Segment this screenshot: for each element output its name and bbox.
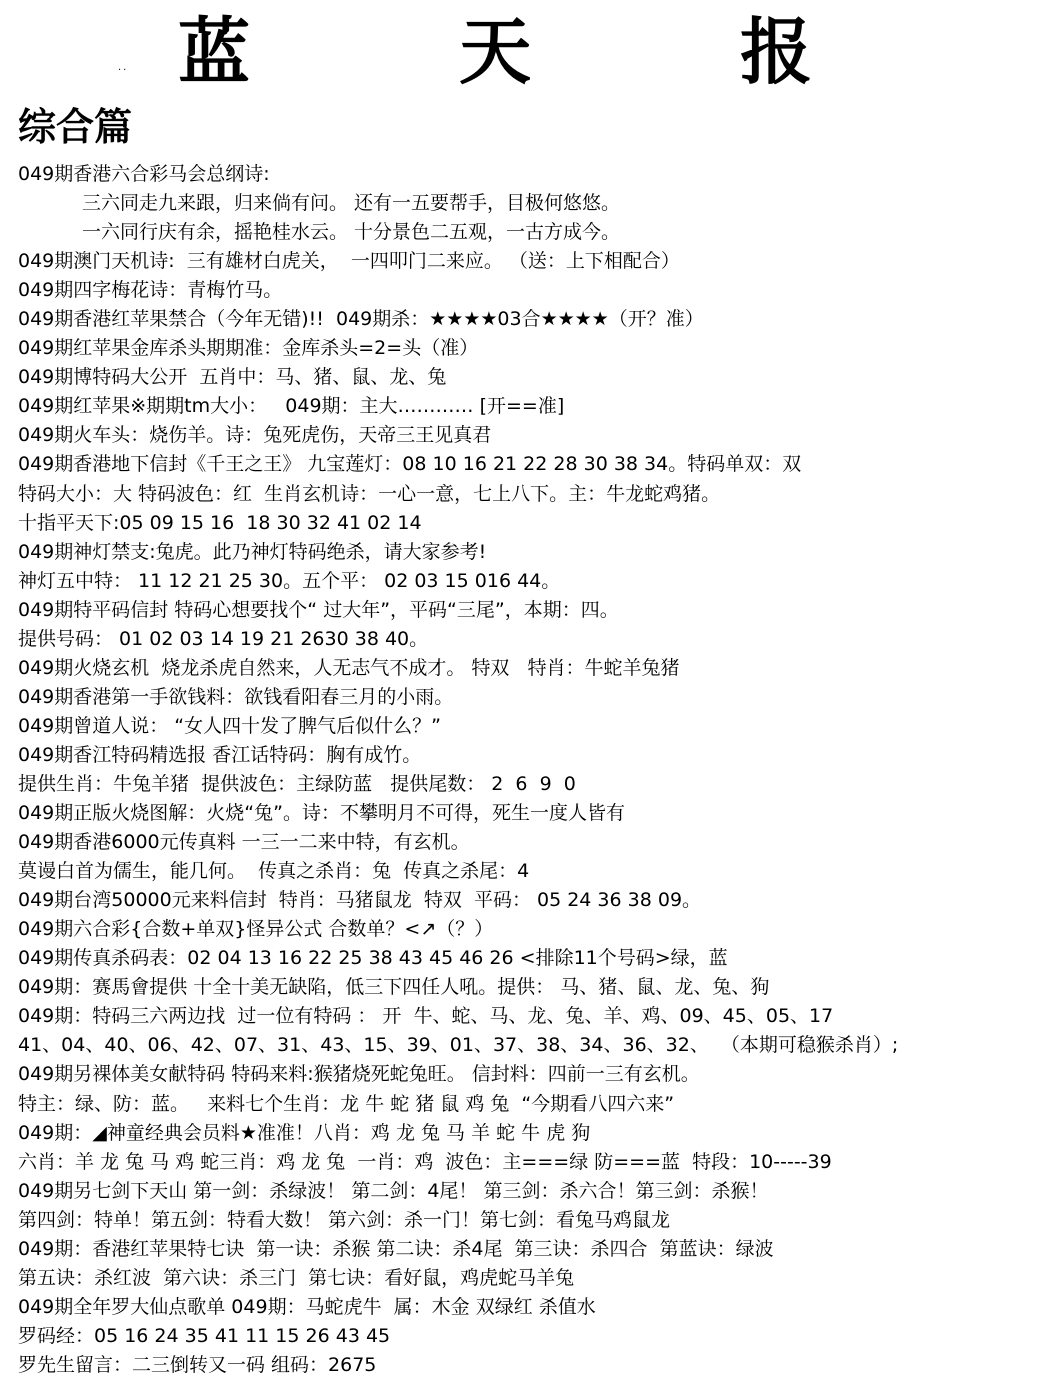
text-line: 049期神灯禁支:兔虎。此乃神灯特码绝杀，请大家参考! [18,540,487,563]
text-line: 一六同行庆有余，摇艳桂水云。 十分景色二五观，一古方成今。 [82,221,621,244]
text-line: 第五诀：杀红波 第六诀：杀三门 第七诀：看好鼠，鸡虎蛇马羊兔 [18,1266,575,1289]
text-line: 049期香港红苹果禁合（今年无错)!! 049期杀：★★★★03合★★★★（开？准） [18,308,704,331]
article-body [18,160,1028,1380]
text-line: 049期另七剑下天山 第一剑：杀绿波！ 第二剑：4尾！ 第三剑：杀六合！第三剑：杀猴！ [18,1179,769,1202]
text-line: 049期全年罗大仙点歌单 049期：马蛇虎牛 属：木金 双绿红 杀值水 [18,1295,596,1318]
text-line: 049期特平码信封 特码心想要找个“ 过大年”，平码“三尾”，本期：四。 [18,598,619,621]
text-line: 049期：赛馬會提供 十全十美无缺陷，低三下四任人吼。提供： 马、猪、鼠、龙、兔、狗 [18,976,770,999]
text-line: 049期香港地下信封《千王之王》 九宝莲灯：08 10 16 21 22 28 30 38 34。特码单双：双 [18,453,802,476]
text-line: 049期：特码三六两边找 过一位有特码 ： 开 牛、蛇、马、龙、兔、羊、鸡、09、45、05、17 [18,1005,834,1028]
text-line: 049期台湾50000元来料信封 特肖：马猪鼠龙 特双 平码： 05 24 36 38 09。 [18,889,702,912]
text-line: 049期香江特码精选报 香江话特码：胸有成竹。 [18,743,422,766]
text-line: 049期四字梅花诗：青梅竹马。 [18,279,283,302]
text-line: 049期香港6000元传真料 一三一二来中特，有玄机。 [18,831,470,854]
text-line: 049期博特码大公开 五肖中：马、猪、鼠、龙、兔 [18,366,447,389]
text-line: 第四剑：特单！第五剑：特看大数！ 第六剑：杀一门！第七剑：看兔马鸡鼠龙 [18,1208,671,1231]
text-line: 049期红苹果金库杀头期期准：金库杀头=2=头（准） [18,337,479,360]
text-line: 六肖：羊 龙 兔 马 鸡 蛇三肖：鸡 龙 兔 一肖：鸡 波色：主===绿 防===蓝 特段：10-----39 [18,1150,832,1173]
text-line: 提供生肖：牛兔羊猪 提供波色：主绿防蓝 提供尾数： 2 6 9 0 [18,772,576,795]
text-line: 罗码经：05 16 24 35 41 11 15 26 43 45 [18,1324,391,1347]
text-line: 049期火烧玄机 烧龙杀虎自然来，人无志气不成才。 特双 特肖：牛蛇羊兔猪 [18,656,680,679]
section-title: 综合篇 [18,104,133,149]
text-line: 049期：香港红苹果特七诀 第一诀：杀猴 第二诀：杀4尾 第三诀：杀四合 第蓝诀：绿波 [18,1237,774,1260]
text-line: 049期红苹果※期期tm大小： 049期：主大………… [开==准] [18,395,565,418]
text-line: 十指平天下:05 09 15 16 18 30 32 41 02 14 [18,511,422,534]
text-line: 049期火车头：烧伤羊。诗：兔死虎伤，天帝三王见真君 [18,424,492,447]
text-line: 049期正版火烧图解：火烧“兔”。诗：不攀明月不可得，死生一度人皆有 [18,802,625,825]
text-line: 提供号码： 01 02 03 14 19 21 2630 38 40。 [18,627,429,650]
text-line: 41、04、40、06、42、07、31、43、15、39、01、37、38、34、36、32、 （本期可稳猴杀肖）; [18,1034,899,1057]
decorative-dots: .. [118,62,129,73]
text-line: 特码大小：大 特码波色：红 生肖玄机诗：一心一意，七上八下。主：牛龙蛇鸡猪。 [18,482,721,505]
masthead-title: 蓝 天 报 [178,9,905,94]
text-line: 049期香港六合彩马会总纲诗: [18,163,270,185]
text-line: 049期曾道人说： “女人四十发了脾气后似什么？” [18,714,441,737]
text-line: 049期：◢神童经典会员料★准准！八肖：鸡 龙 兔 马 羊 蛇 牛 虎 狗 [18,1121,591,1144]
text-line: 049期另裸体美女献特码 特码来料:猴猪烧死蛇兔旺。 信封料：四前一三有玄机。 [18,1063,700,1086]
text-line: 特主：绿、防：蓝。 来料七个生肖：龙 牛 蛇 猪 鼠 鸡 兔 “今期看八四六来” [18,1092,675,1115]
text-line: 049期传真杀码表：02 04 13 16 22 25 38 43 45 46 26 <排除11个号码>绿，蓝 [18,947,728,970]
text-line: 莫谩白首为儒生，能几何。 传真之杀肖：兔 传真之杀尾：4 [18,860,530,883]
text-line: 049期香港第一手欲钱料：欲钱看阳春三月的小雨。 [18,685,454,708]
text-line: 神灯五中特： 11 12 21 25 30。五个平： 02 03 15 016 44。 [18,569,561,592]
text-line: 三六同走九来跟，归来倘有问。 还有一五要帮手，目极何悠悠。 [82,192,621,215]
text-line: 049期澳门天机诗: 三有雄材白虎关， 一四叩门二来应。 （送：上下相配合） [18,250,680,273]
text-line: 罗先生留言：二三倒转又一码 组码：2675 [18,1353,377,1376]
text-line: 049期六合彩{合数+单双}怪异公式 合数单？<↗（？） [18,918,494,941]
